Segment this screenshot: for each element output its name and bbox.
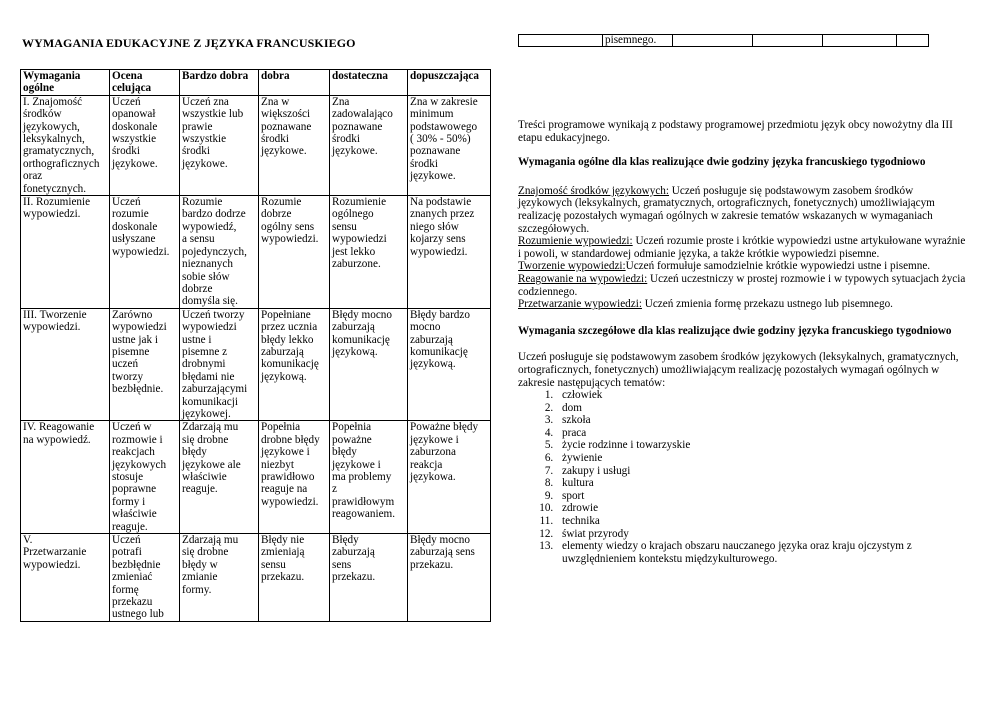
header-cell: dostateczna: [330, 70, 408, 96]
general-item-label: Tworzenie wypowiedzi:: [518, 260, 626, 273]
table-cell: Uczeń tworzy wypowiedzi ustne i pisemne z drobnymi błędami nie zaburzającymi komunikacji językowej.: [180, 308, 259, 421]
table-cell: Zdarzają mu się drobne błędy w zmianie formy.: [180, 534, 259, 622]
topics-list: [518, 389, 970, 565]
table-cell: I. Znajomość środków językowych, leksykalnych, gramatycznych, orthograficznych oraz fonetycznych.: [21, 95, 110, 195]
general-item-label: Przetwarzanie wypowiedzi:: [518, 298, 642, 311]
general-item-text: Uczeń posługuje się podstawowym zasobem środków językowych (leksykalnych, gramatycznych, ortograficznych, fonetycznych) umożliwiającym realizację pozostałych wymagań ogólnych w zakresie tematów wskazanych w wymaganiach szczegółowych.: [518, 184, 935, 235]
general-item-label: Reagowanie na wypowiedzi:: [518, 272, 648, 285]
document-title: WYMAGANIA EDUKACYJNE Z JĘZYKA FRANCUSKIEGO: [22, 36, 356, 50]
list-item: 4. praca: [556, 427, 970, 440]
list-item: 9. sport: [556, 490, 970, 503]
list-item: 12. świat przyrody: [556, 528, 970, 541]
general-requirements: [518, 185, 970, 311]
intro-paragraph: Treści programowe wynikają z podstawy programowej przedmiotu język obcy nowożytny dla III etapu edukacyjnego.: [518, 119, 953, 144]
detailed-intro: Uczeń posługuje się podstawowym zasobem środków językowych (leksykalnych, gramatycznych, ortograficznych, fonetycznych) umożliwiającym realizację pozostałych wymagań ogólnych w zakresie następujących tematów:: [518, 351, 959, 389]
general-heading: Wymagania ogólne dla klas realizujące dwie godziny języka francuskiego tygodniowo: [518, 156, 926, 169]
table-cell: Rozumienie ogólnego sensu wypowiedzi jest lekko zaburzone.: [330, 196, 408, 309]
general-item-label: Rozumienie wypowiedzi:: [518, 235, 633, 248]
general-item-text: Uczeń uczestniczy w prostej rozmowie i w typowych sytuacjach życia codziennego.: [518, 272, 966, 298]
general-item-text: Uczeń zmienia formę przekazu ustnego lub pisemnego.: [641, 298, 893, 311]
detailed-heading: Wymagania szczegółowe dla klas realizujące dwie godziny języka francuskiego tygodniowo: [518, 324, 952, 337]
table-cell: Błędy mocno zaburzają sens przekazu.: [408, 534, 491, 622]
table-cell: Rozumie bardzo dodrze wypowiedź, a sensu pojedynczych, nieznanych sobie słów dobrze domyśla się.: [180, 196, 259, 309]
table-cell: III. Tworzenie wypowiedzi.: [21, 308, 110, 421]
table-cell: Na podstawie znanych przez niego słów kojarzy sens wypowiedzi.: [408, 196, 491, 309]
left-column: [20, 36, 490, 622]
table-cell: [897, 35, 929, 47]
table-cell: Błędy zaburzają sens przekazu.: [330, 534, 408, 622]
table-row: [21, 308, 491, 421]
table-cell: V. Przetwarzanie wypowiedzi.: [21, 534, 110, 622]
table-cell: Błędy nie zmieniają sensu przekazu.: [259, 534, 330, 622]
header-cell: Bardzo dobra: [180, 70, 259, 96]
table-cell: Uczeń opanował doskonale wszystkie środki językowe.: [110, 95, 180, 195]
table-cell: Zna w większości poznawane środki językowe.: [259, 95, 330, 195]
header-cell: dopuszczająca: [408, 70, 491, 96]
table-cell: Zna zadowalająco poznawane środki językowe.: [330, 95, 408, 195]
table-cell: Zdarzają mu się drobne błędy językowe ale właściwie reaguje.: [180, 421, 259, 534]
table-row: [21, 95, 491, 195]
table-cell: Rozumie dobrze ogólny sens wypowiedzi.: [259, 196, 330, 309]
list-item: 8. kultura: [556, 477, 970, 490]
list-item: 13. elementy wiedzy o krajach obszaru nauczanego języka oraz kraju ojczystym z uwzględnieniem kontekstu międzykulturowego.: [556, 540, 970, 565]
header-cell: dobra: [259, 70, 330, 96]
table-row: [21, 196, 491, 309]
table-header-row: [21, 70, 491, 96]
list-item: 1. człowiek: [556, 389, 970, 402]
list-item: 5. życie rodzinne i towarzyskie: [556, 439, 970, 452]
table-cell: Poważne błędy językowe i zaburzona reakcja językowa.: [408, 421, 491, 534]
list-item: 3. szkoła: [556, 414, 970, 427]
table-cell: [823, 35, 897, 47]
table-cell: Uczeń potrafi bezbłędnie zmieniać formę przekazu ustnego lub: [110, 534, 180, 622]
right-column: [518, 34, 970, 565]
list-item: 10. zdrowie: [556, 502, 970, 515]
continuation-table: [518, 34, 929, 47]
table-cell: [673, 35, 753, 47]
general-item-text: Uczeń rozumie proste i krótkie wypowiedzi ustne artykułowane wyraźnie i powoli, w standardowej odmianie języka, a także krótkie wypowiedzi pisemne.: [518, 235, 966, 260]
list-item: 6. żywienie: [556, 452, 970, 465]
requirements-table: [20, 69, 491, 622]
table-cell: Błędy mocno zaburzają komunikację językową.: [330, 308, 408, 421]
table-cell: IV. Reagowanie na wypowiedź.: [21, 421, 110, 534]
list-item: 11. technika: [556, 515, 970, 528]
list-item: 7. zakupy i usługi: [556, 465, 970, 478]
header-cell: Wymagania ogólne: [21, 70, 110, 96]
table-row: [21, 421, 491, 534]
table-row: [21, 534, 491, 622]
table-cell: Popełniane przez ucznia błędy lekko zaburzają komunikację językową.: [259, 308, 330, 421]
table-row: [519, 35, 929, 47]
table-cell: [753, 35, 823, 47]
table-cell: Popełnia poważne błędy językowe i ma problemy z prawidłowym reagowaniem.: [330, 421, 408, 534]
table-cell: Błędy bardzo mocno zaburzają komunikację językową.: [408, 308, 491, 421]
table-cell: Uczeń rozumie doskonale usłyszane wypowiedzi.: [110, 196, 180, 309]
list-item: 2. dom: [556, 402, 970, 415]
table-cell: Uczeń w rozmowie i reakcjach językowych stosuje poprawne formy i właściwie reaguje.: [110, 421, 180, 534]
general-item-label: Znajomość środków językowych:: [518, 184, 669, 197]
table-cell: [519, 35, 603, 47]
header-cell: Ocena celująca: [110, 70, 180, 96]
table-cell: Zarówno wypowiedzi ustne jak i pisemne uczeń tworzy bezbłędnie.: [110, 308, 180, 421]
table-cell: Uczeń zna wszystkie lub prawie wszystkie środki językowe.: [180, 95, 259, 195]
general-item-text: Uczeń formułuje samodzielnie krótkie wypowiedzi ustne i pisemne.: [625, 260, 931, 273]
table-cell: pisemnego.: [603, 35, 673, 47]
table-cell: Zna w zakresie minimum podstawowego ( 30% - 50%) poznawane środki językowe.: [408, 95, 491, 195]
table-cell: II. Rozumienie wypowiedzi.: [21, 196, 110, 309]
table-cell: Popełnia drobne błędy językowe i niezbyt prawidłowo reaguje na wypowiedzi.: [259, 421, 330, 534]
